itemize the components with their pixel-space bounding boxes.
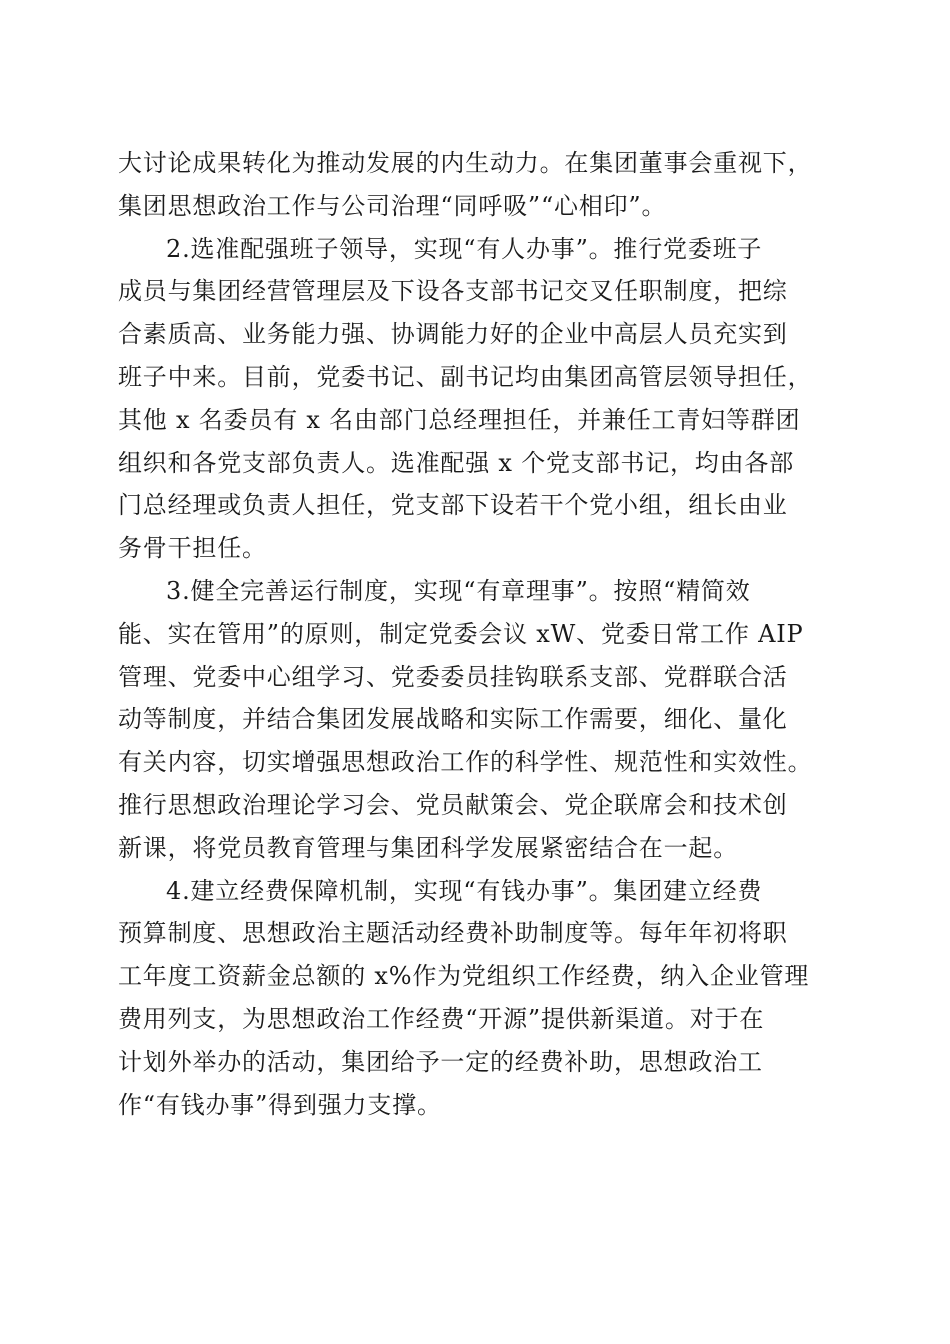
paragraph-line: 班子中来。目前，党委书记、副书记均由集团高管层领导担任，	[118, 362, 813, 391]
paragraph-line: 计划外举办的活动，集团给予一定的经费补助，思想政治工	[118, 1047, 763, 1076]
paragraph-line: 管理、党委中心组学习、党委委员挂钩联系支部、党群联合活	[118, 662, 788, 691]
paragraph-line: 成员与集团经营管理层及下设各支部书记交叉任职制度，把综	[118, 277, 788, 306]
paragraph-line: 大讨论成果转化为推动发展的内生动力。在集团董事会重视下，	[118, 149, 813, 177]
paragraph-1	[118, 142, 838, 228]
paragraph-line: 作“有钱办事”得到强力支撑。	[118, 1090, 442, 1119]
paragraph-line: 2.选准配强班子领导，实现“有人办事”。推行党委班子	[166, 234, 763, 263]
paragraph-line: 门总经理或负责人担任，党支部下设若干个党小组，组长由业	[118, 491, 788, 520]
paragraph-line: 其他 x 名委员有 x 名由部门总经理担任，并兼任工青妇等群团	[118, 405, 801, 434]
paragraph-line: 3.健全完善运行制度，实现“有章理事”。按照“精简效	[166, 576, 751, 605]
paragraph-line: 务骨干担任。	[118, 534, 267, 563]
paragraph-line: 集团思想政治工作与公司治理“同呼吸”“心相印”。	[118, 191, 667, 220]
paragraph-line: 动等制度，并结合集团发展战略和实际工作需要，细化、量化	[118, 705, 788, 734]
paragraph-line: 预算制度、思想政治主题活动经费补助制度等。每年年初将职	[118, 919, 788, 948]
paragraph-line: 新课，将党员教育管理与集团科学发展紧密结合在一起。	[118, 833, 738, 862]
paragraph-3	[118, 570, 838, 870]
paragraph-4	[118, 870, 838, 1127]
paragraph-line: 组织和各党支部负责人。选准配强 x 个党支部书记，均由各部	[118, 448, 794, 477]
paragraph-2	[118, 228, 838, 570]
paragraph-line: 合素质高、业务能力强、协调能力好的企业中高层人员充实到	[118, 320, 788, 349]
document-page	[118, 142, 838, 1126]
paragraph-line: 费用列支，为思想政治工作经费“开源”提供新渠道。对于在	[118, 1004, 765, 1033]
paragraph-line: 能、实在管用”的原则，制定党委会议 xW、党委日常工作 AIP	[118, 619, 804, 648]
paragraph-line: 推行思想政治理论学习会、党员献策会、党企联席会和技术创	[118, 790, 788, 819]
paragraph-line: 工年度工资薪金总额的 x%作为党组织工作经费，纳入企业管理	[118, 962, 810, 991]
paragraph-line: 有关内容，切实增强思想政治工作的科学性、规范性和实效性。	[118, 748, 813, 777]
paragraph-line: 4.建立经费保障机制，实现“有钱办事”。集团建立经费	[166, 876, 763, 905]
